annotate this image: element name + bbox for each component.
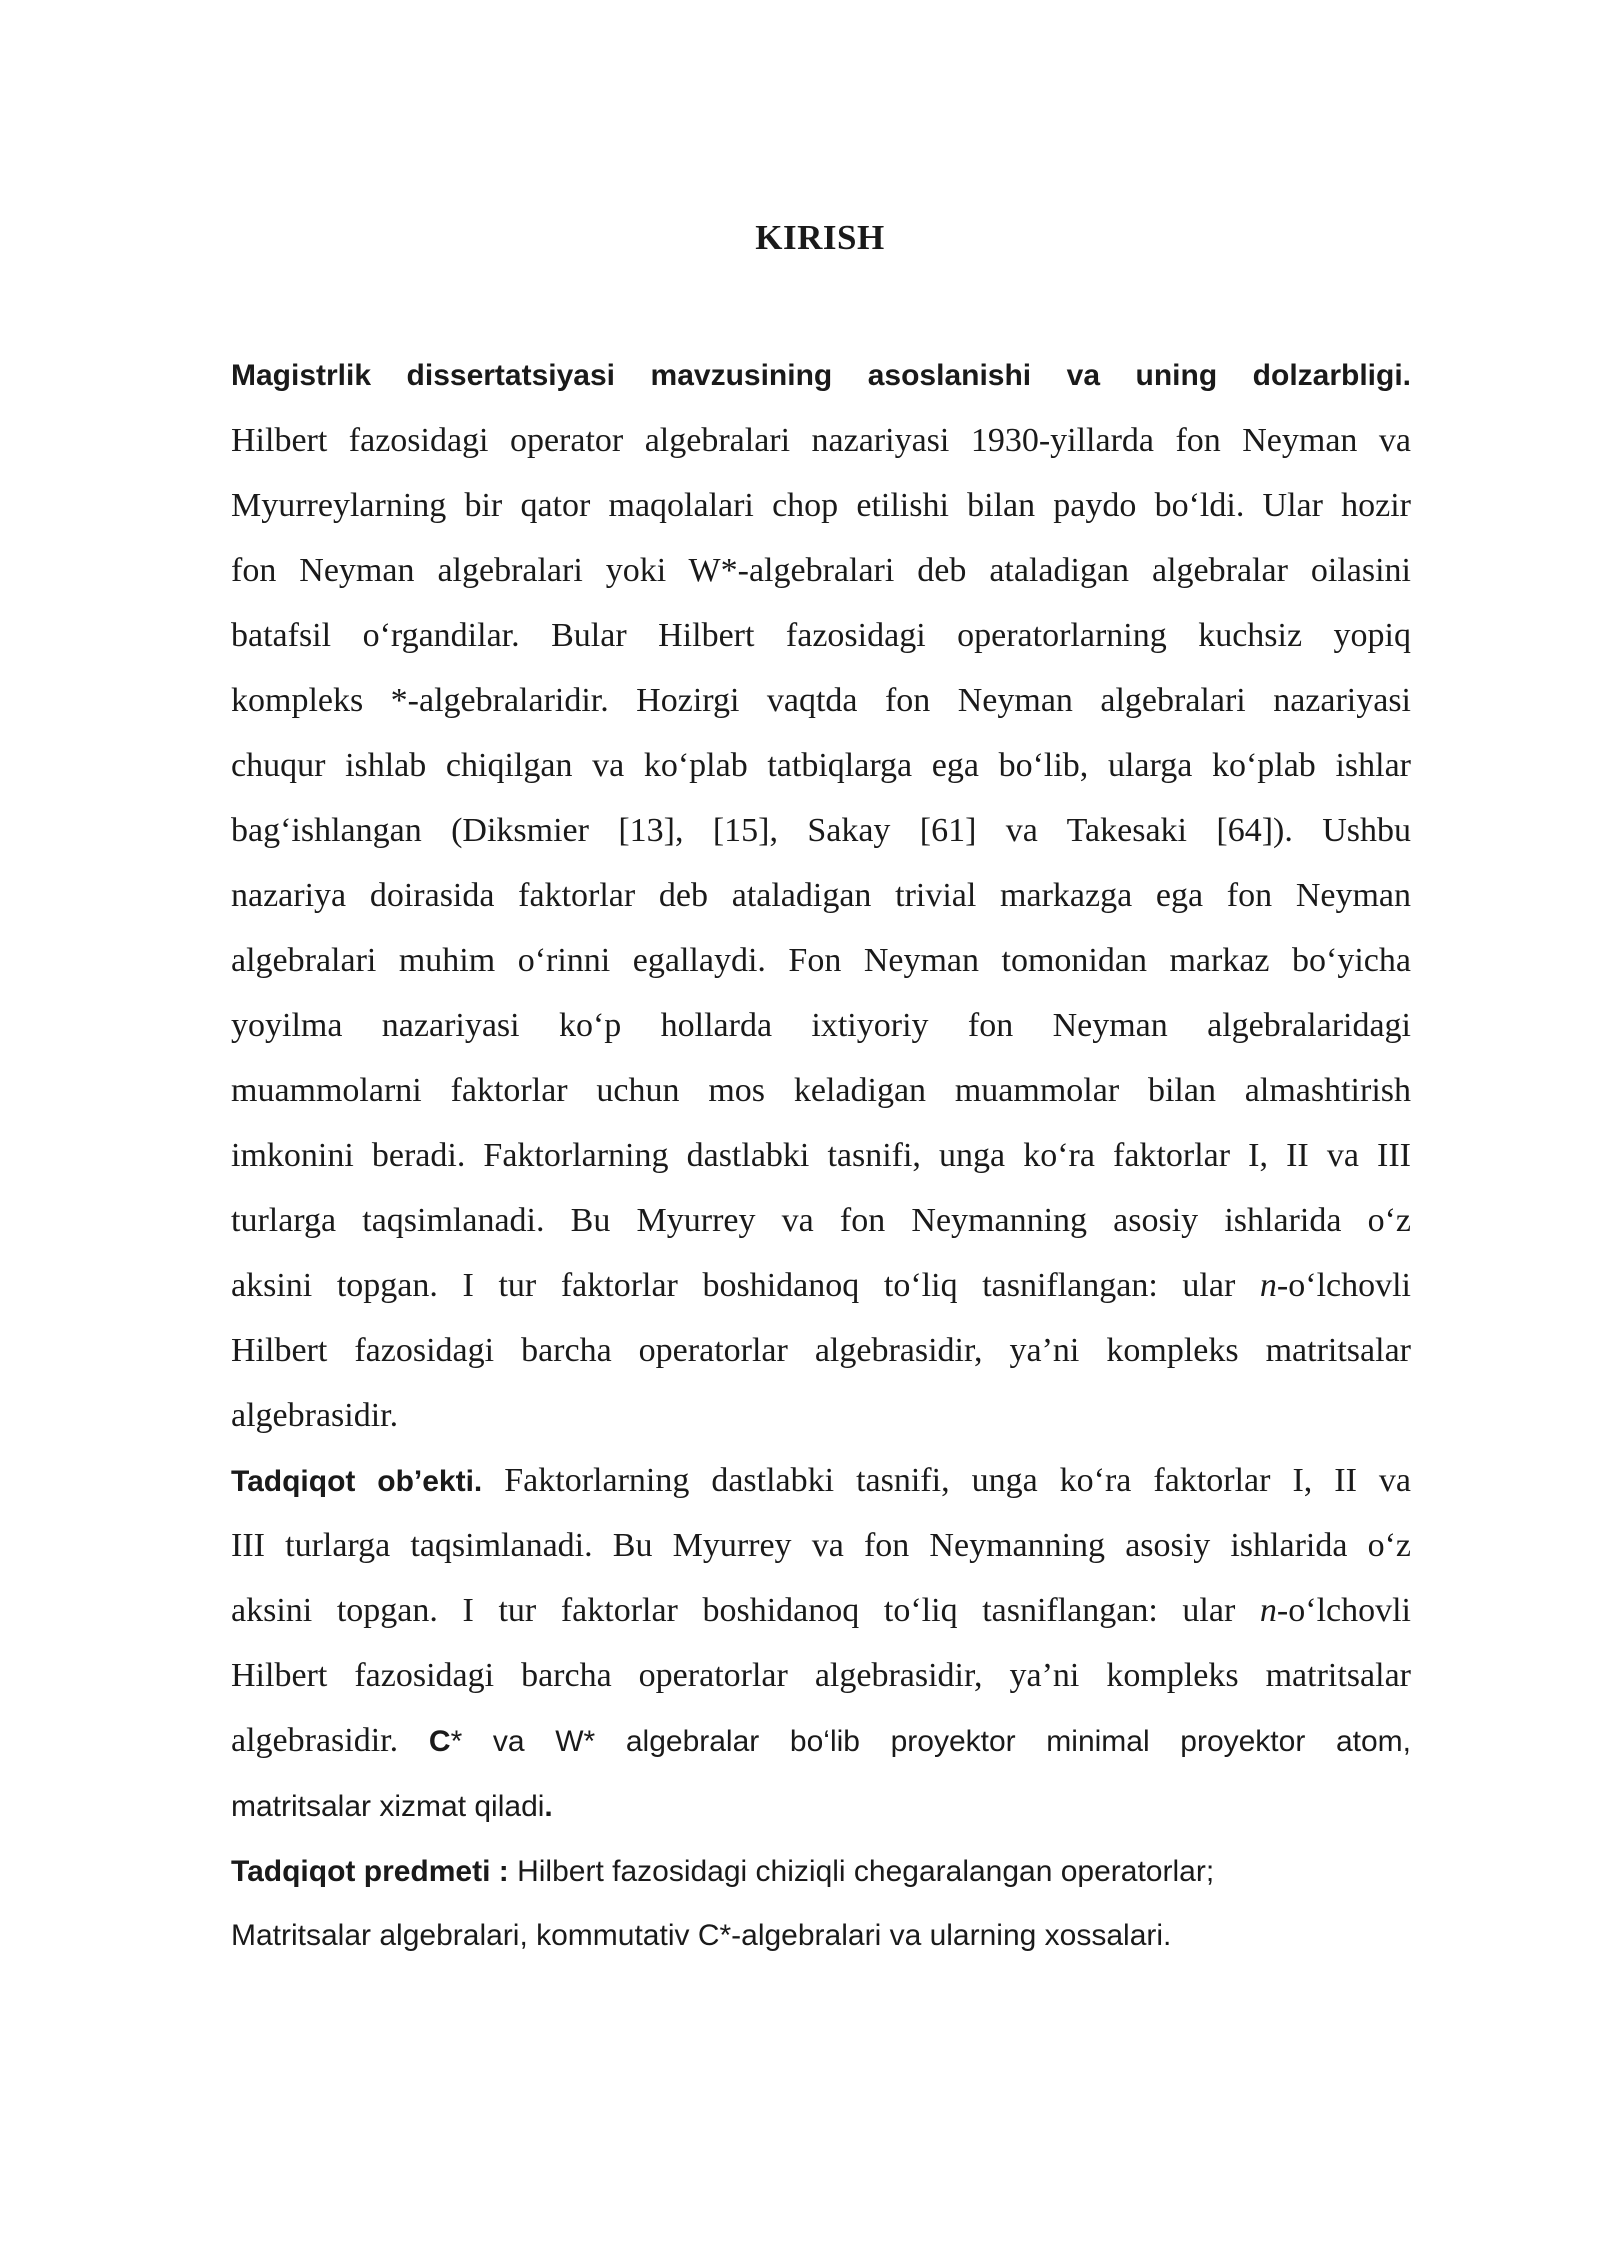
text-run: Faktorlarning dastlabki tasnifi, unga ko‘ra faktorlar I, II va (482, 1462, 1411, 1499)
bold-text-run: C (428, 1725, 451, 1758)
paragraph-line (231, 1253, 1411, 1318)
paragraph-line: nazariya doirasida faktorlar deb ataladigan trivial markazga ega fon Neyman (231, 877, 1411, 914)
text-run: -o‘lchovli (1276, 1267, 1411, 1304)
paragraph-line: turlarga taqsimlanadi. Bu Myurrey va fon Neymanning asosiy ishlarida o‘z (231, 1202, 1411, 1239)
italic-variable-n: n (1259, 1592, 1277, 1629)
section-heading-subject: Tadqiqot predmeti : (231, 1855, 509, 1888)
paragraph-line: bag‘ishlangan (Diksmier [13], [15], Sakay [61] va Takesaki [64]). Ushbu (231, 812, 1411, 849)
text-run: aksini topgan. I tur faktorlar boshidanoq to‘liq tasniflangan: ular (231, 1592, 1260, 1629)
page-title: KIRISH (755, 218, 885, 257)
text-run: matritsalar xizmat qiladi (231, 1790, 545, 1823)
paragraph-line: fon Neyman algebralari yoki W*-algebralari deb ataladigan algebralar oilasini (231, 552, 1411, 589)
paragraph-line: Hilbert fazosidagi operator algebralari nazariyasi 1930-yillarda fon Neyman va (231, 422, 1411, 459)
paragraph-line: Matritsalar algebralari, kommutativ C*-algebralari va ularning xossalari. (231, 1919, 1172, 1952)
text-run: * va W* algebralar bo‘lib proyektor minimal proyektor atom, (450, 1725, 1411, 1758)
paragraph-line: algebralari muhim o‘rinni egallaydi. Fon Neyman tomonidan markaz bo‘yicha (231, 942, 1411, 979)
paragraph-line: III turlarga taqsimlanadi. Bu Myurrey va fon Neymanning asosiy ishlarida o‘z (231, 1527, 1411, 1564)
text-run: -o‘lchovli (1276, 1592, 1411, 1629)
italic-variable-n: n (1259, 1267, 1277, 1304)
text-run: Hilbert fazosidagi chiziqli chegaralangan operatorlar; (508, 1855, 1215, 1888)
paragraph-line: algebrasidir. (231, 1397, 399, 1434)
paragraph-line: yoyilma nazariyasi ko‘p hollarda ixtiyoriy fon Neyman algebralaridagi (231, 1007, 1411, 1044)
paragraph-line: kompleks *-algebralaridir. Hozirgi vaqtda fon Neyman algebralari nazariyasi (231, 682, 1411, 719)
paragraph-line (231, 1708, 1411, 1773)
paragraph-line (231, 1448, 1411, 1513)
text-run: algebrasidir. (231, 1722, 429, 1759)
section-heading-relevance: Magistrlik dissertatsiyasi mavzusining asoslanishi va uning dolzarbligi. (231, 359, 1411, 392)
paragraph-line: chuqur ishlab chiqilgan va ko‘plab tatbiqlarga ega bo‘lib, ularga ko‘plab ishlar (231, 747, 1411, 784)
bold-text-run: . (544, 1790, 553, 1823)
paragraph-line: Hilbert fazosidagi barcha operatorlar algebrasidir, ya’ni kompleks matritsalar (231, 1657, 1411, 1694)
section-heading-object: Tadqiqot ob’ekti. (231, 1465, 483, 1498)
paragraph-line (231, 1578, 1411, 1643)
paragraph-line: batafsil o‘rgandilar. Bular Hilbert fazosidagi operatorlarning kuchsiz yopiq (231, 617, 1411, 654)
paragraph-line: muammolarni faktorlar uchun mos keladigan muammolar bilan almashtirish (231, 1072, 1411, 1109)
paragraph-line: imkonini beradi. Faktorlarning dastlabki tasnifi, unga ko‘ra faktorlar I, II va III (231, 1137, 1411, 1174)
paragraph-line (231, 1838, 1411, 1903)
paragraph-line: Hilbert fazosidagi barcha operatorlar algebrasidir, ya’ni kompleks matritsalar (231, 1332, 1411, 1369)
document-body (231, 343, 1411, 1968)
paragraph-line: Myurreylarning bir qator maqolalari chop etilishi bilan paydo bo‘ldi. Ular hozir (231, 487, 1411, 524)
text-run: aksini topgan. I tur faktorlar boshidanoq to‘liq tasniflangan: ular (231, 1267, 1260, 1304)
paragraph-line (231, 1773, 1411, 1838)
